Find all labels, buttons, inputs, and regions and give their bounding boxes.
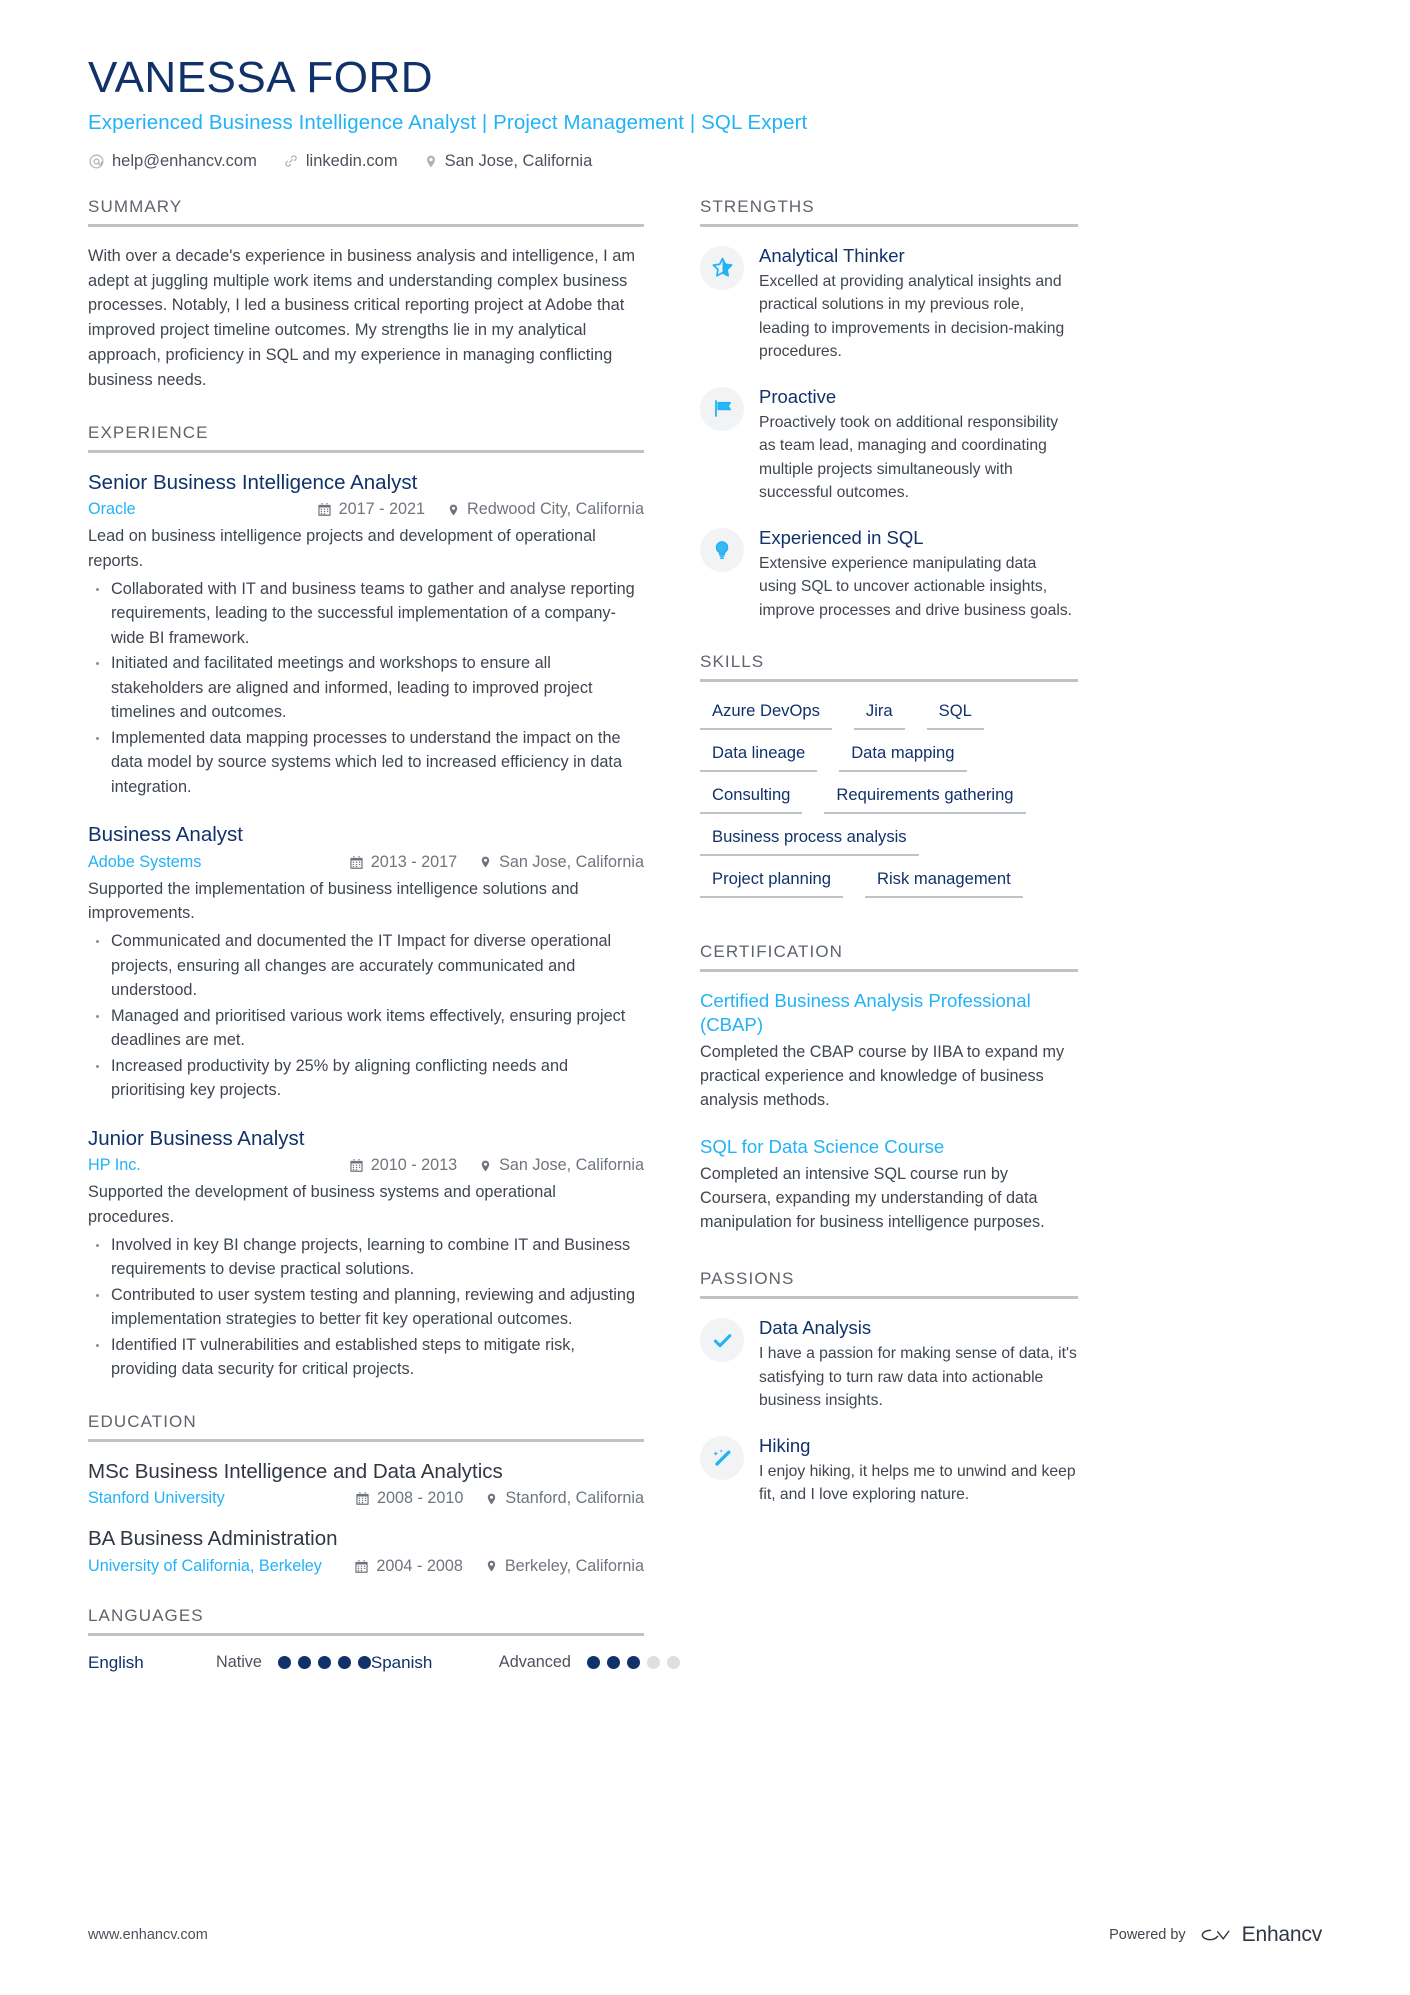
summary-text: With over a decade's experience in business analysis and intelligence, I am adept at juggling multiple work items and understanding complex business processes. Notably, I led a business critical reporting project at Adobe that improved project timeline outcomes. My strengths lie in my analytical approach, proficiency in SQL and my experience in managing conflicting business needs.	[88, 246, 636, 389]
section-education	[88, 1412, 644, 1576]
proficiency-dot	[318, 1656, 331, 1669]
location-pin-icon	[485, 1558, 498, 1574]
flag-icon	[700, 387, 744, 431]
education-entry	[88, 1526, 644, 1576]
page-footer	[88, 1923, 1322, 1947]
language-item	[371, 1653, 680, 1673]
job-location-text: San Jose, California	[499, 852, 644, 871]
location-pin-icon	[485, 1491, 498, 1507]
job-bullets	[88, 577, 644, 799]
strength-text: Extensive experience manipulating data using SQL to uncover actionable insights, improve processes and drive business goals.	[759, 555, 1073, 619]
skill-chip: Jira	[854, 699, 905, 730]
section-title-summary: SUMMARY	[88, 196, 183, 216]
powered-by-label: Powered by	[1109, 1927, 1186, 1943]
job-bullet: Contributed to user system testing and planning, reviewing and adjusting implementation strategies to better fit key operational outcomes.	[88, 1283, 644, 1332]
strength-text: Proactively took on additional responsibility as team lead, managing and coordinating multiple projects simultaneously with successful outcomes.	[759, 414, 1059, 501]
education-dates	[354, 1557, 462, 1576]
left-column	[88, 197, 644, 1673]
language-list	[88, 1653, 644, 1673]
skill-chip: Data lineage	[700, 741, 817, 772]
section-divider	[700, 969, 1078, 972]
calendar-icon	[355, 1491, 370, 1506]
proficiency-dot	[338, 1656, 351, 1669]
job-meta	[88, 1156, 644, 1175]
section-title-passions: PASSIONS	[700, 1269, 795, 1289]
star-icon	[700, 246, 744, 290]
certification-name[interactable]: Certified Business Analysis Professional (CBAP)	[700, 989, 1031, 1036]
language-level: Advanced	[498, 1653, 571, 1672]
certification-item	[700, 1135, 1078, 1235]
job-location	[479, 853, 644, 872]
language-name: Spanish	[370, 1652, 433, 1672]
education-meta	[88, 1557, 644, 1576]
proficiency-dot	[358, 1656, 371, 1669]
job-company[interactable]: HP Inc.	[88, 1156, 141, 1175]
job-role: Business Analyst	[88, 822, 243, 846]
job-company[interactable]: Adobe Systems	[88, 852, 202, 871]
resume-header	[88, 52, 1322, 171]
passion-title: Hiking	[759, 1435, 811, 1457]
job-dates	[349, 853, 457, 872]
strength-title: Analytical Thinker	[759, 244, 905, 266]
job-bullet: Communicated and documented the IT Impact for diverse operational projects, ensuring all changes are accurately communicated and understood.	[88, 929, 644, 1002]
language-item	[88, 1653, 371, 1673]
section-title-experience: EXPERIENCE	[88, 422, 209, 442]
check-icon	[700, 1318, 744, 1362]
job-role: Junior Business Analyst	[88, 1126, 305, 1150]
job-description: Supported the development of business systems and operational procedures.	[88, 1183, 556, 1226]
location-pin-icon	[447, 502, 460, 518]
strength-item	[700, 244, 1078, 363]
contact-location	[424, 152, 593, 171]
section-experience	[88, 423, 644, 1382]
skill-chip: Project planning	[700, 867, 843, 898]
contact-email-text: help@enhancv.com	[112, 151, 257, 170]
strength-item	[700, 526, 1078, 622]
strength-item	[700, 385, 1078, 504]
location-pin-icon	[479, 1158, 492, 1174]
job-location	[479, 1156, 644, 1175]
section-divider	[700, 224, 1078, 227]
section-title-strengths: STRENGTHS	[700, 196, 815, 216]
section-divider	[88, 1439, 644, 1442]
section-skills	[700, 652, 1078, 898]
education-meta	[88, 1489, 644, 1508]
job-bullet: Initiated and facilitated meetings and workshops to ensure all stakeholders are aligned and informed, leading to improved project timelines and outcomes.	[88, 651, 644, 724]
section-divider	[700, 679, 1078, 682]
skill-chip: Azure DevOps	[700, 699, 832, 730]
certification-text: Completed an intensive SQL course run by Coursera, expanding my understanding of data manipulation for business intelligence purposes.	[700, 1165, 1045, 1232]
section-summary	[88, 197, 644, 393]
passion-title: Data Analysis	[759, 1317, 872, 1339]
magic-wand-icon	[700, 1436, 744, 1480]
link-icon	[283, 153, 299, 169]
experience-entry	[88, 822, 644, 1103]
enhancv-logo	[1199, 1923, 1322, 1947]
right-column	[700, 197, 1078, 1509]
job-bullet: Increased productivity by 25% by aligning conflicting needs and prioritising key projects.	[88, 1054, 644, 1103]
section-languages	[88, 1606, 644, 1673]
job-bullet: Implemented data mapping processes to understand the impact on the data model by source systems which led to increased efficiency in data integration.	[88, 726, 644, 799]
job-bullet: Identified IT vulnerabilities and established steps to mitigate risk, providing data security for critical projects.	[88, 1333, 644, 1382]
experience-entry	[88, 470, 644, 799]
job-dates	[317, 500, 425, 519]
contact-linkedin[interactable]	[283, 152, 398, 171]
calendar-icon	[349, 855, 364, 870]
language-proficiency-dots	[587, 1656, 680, 1669]
section-divider	[88, 224, 644, 227]
section-title-certification: CERTIFICATION	[700, 941, 844, 961]
proficiency-dot	[607, 1656, 620, 1669]
education-dates	[355, 1489, 463, 1508]
location-pin-icon	[424, 153, 438, 170]
skill-chip: Requirements gathering	[824, 783, 1025, 814]
contact-email[interactable]	[88, 152, 257, 171]
certification-item	[700, 989, 1078, 1113]
section-divider	[88, 450, 644, 453]
section-title-skills: SKILLS	[700, 651, 765, 671]
degree-title: BA Business Administration	[88, 1527, 338, 1551]
skill-chip: Risk management	[865, 867, 1023, 898]
at-icon	[88, 153, 105, 170]
section-certification	[700, 942, 1078, 1235]
section-title-languages: LANGUAGES	[88, 1605, 204, 1625]
calendar-icon	[349, 1158, 364, 1173]
language-name: English	[88, 1652, 144, 1672]
skill-chip: Consulting	[700, 783, 802, 814]
strength-body	[759, 244, 1078, 363]
enhancv-mark-icon	[1199, 1924, 1233, 1946]
strength-body	[759, 385, 1078, 504]
experience-entry	[88, 1126, 644, 1382]
language-proficiency-dots	[278, 1656, 371, 1669]
education-location	[485, 1557, 644, 1576]
certification-text: Completed the CBAP course by IIBA to expand my practical experience and knowledge of business analysis methods.	[700, 1043, 1065, 1110]
skill-chip: Business process analysis	[700, 825, 919, 856]
passion-body	[759, 1434, 1078, 1507]
school-name[interactable]: University of California, Berkeley	[88, 1556, 322, 1575]
calendar-icon	[317, 502, 332, 517]
powered-by-block	[1109, 1923, 1322, 1947]
professional-headline: Experienced Business Intelligence Analyst | Project Management | SQL Expert	[88, 110, 808, 134]
strength-title: Proactive	[759, 385, 837, 407]
education-dates-text: 2004 - 2008	[376, 1556, 463, 1575]
certification-name[interactable]: SQL for Data Science Course	[700, 1136, 945, 1158]
job-description: Lead on business intelligence projects and development of operational reports.	[88, 527, 596, 570]
education-location-text: Berkeley, California	[504, 1556, 644, 1575]
footer-website[interactable]: www.enhancv.com	[88, 1927, 208, 1943]
job-dates	[349, 1156, 457, 1175]
enhancv-brand-name: Enhancv	[1241, 1923, 1322, 1946]
proficiency-dot	[647, 1656, 660, 1669]
passion-text: I enjoy hiking, it helps me to unwind and keep fit, and I love exploring nature.	[759, 1463, 1076, 1504]
proficiency-dot	[278, 1656, 291, 1669]
job-dates-text: 2010 - 2013	[370, 1156, 458, 1175]
resume-body	[88, 197, 1322, 1673]
section-passions	[700, 1269, 1078, 1506]
passion-text: I have a passion for making sense of data, it's satisfying to turn raw data into actionable business insights.	[759, 1345, 1077, 1409]
contact-linkedin-text: linkedin.com	[305, 151, 398, 170]
job-bullet: Managed and prioritised various work items effectively, ensuring project deadlines are met.	[88, 1004, 644, 1053]
contact-location-text: San Jose, California	[444, 151, 593, 170]
education-location	[485, 1489, 644, 1508]
proficiency-dot	[587, 1656, 600, 1669]
passion-body	[759, 1316, 1078, 1412]
proficiency-dot	[627, 1656, 640, 1669]
passion-item	[700, 1316, 1078, 1412]
job-meta	[88, 500, 644, 519]
job-location	[447, 500, 644, 519]
job-bullet: Involved in key BI change projects, learning to combine IT and Business requirements to devise practical solutions.	[88, 1233, 644, 1282]
job-company[interactable]: Oracle	[88, 500, 136, 519]
education-location-text: Stanford, California	[505, 1489, 644, 1508]
skill-list	[700, 699, 1078, 898]
skill-chip: SQL	[927, 699, 984, 730]
education-entry	[88, 1459, 644, 1509]
skill-chip: Data mapping	[839, 741, 966, 772]
job-dates-text: 2017 - 2021	[338, 500, 426, 519]
section-title-education: EDUCATION	[88, 1411, 197, 1431]
location-pin-icon	[479, 854, 492, 870]
page-title: VANESSA FORD	[88, 53, 434, 102]
job-dates-text: 2013 - 2017	[370, 852, 458, 871]
job-bullets	[88, 1233, 644, 1382]
job-meta	[88, 853, 644, 872]
calendar-icon	[354, 1559, 369, 1574]
education-dates-text: 2008 - 2010	[377, 1489, 464, 1508]
proficiency-dot	[298, 1656, 311, 1669]
section-divider	[88, 1633, 644, 1636]
strength-text: Excelled at providing analytical insights and practical solutions in my previous role, leading to improvements in decision-making procedures.	[759, 273, 1065, 360]
job-role: Senior Business Intelligence Analyst	[88, 470, 418, 494]
job-location-text: Redwood City, California	[467, 500, 644, 519]
proficiency-dot	[667, 1656, 680, 1669]
contact-list	[88, 152, 1322, 171]
section-divider	[700, 1296, 1078, 1299]
job-description: Supported the implementation of business intelligence solutions and improvements.	[88, 879, 579, 923]
job-location-text: San Jose, California	[499, 1156, 644, 1175]
lightbulb-icon	[700, 528, 744, 572]
language-level: Native	[216, 1653, 262, 1672]
job-bullet: Collaborated with IT and business teams to gather and analyse reporting requirements, leading to the successful implementation of a company-wide BI framework.	[88, 577, 644, 650]
job-bullets	[88, 929, 644, 1102]
strength-body	[759, 526, 1078, 622]
section-strengths	[700, 197, 1078, 622]
school-name[interactable]: Stanford University	[88, 1489, 225, 1508]
passion-item	[700, 1434, 1078, 1507]
degree-title: MSc Business Intelligence and Data Analytics	[88, 1459, 503, 1483]
strength-title: Experienced in SQL	[759, 527, 924, 549]
